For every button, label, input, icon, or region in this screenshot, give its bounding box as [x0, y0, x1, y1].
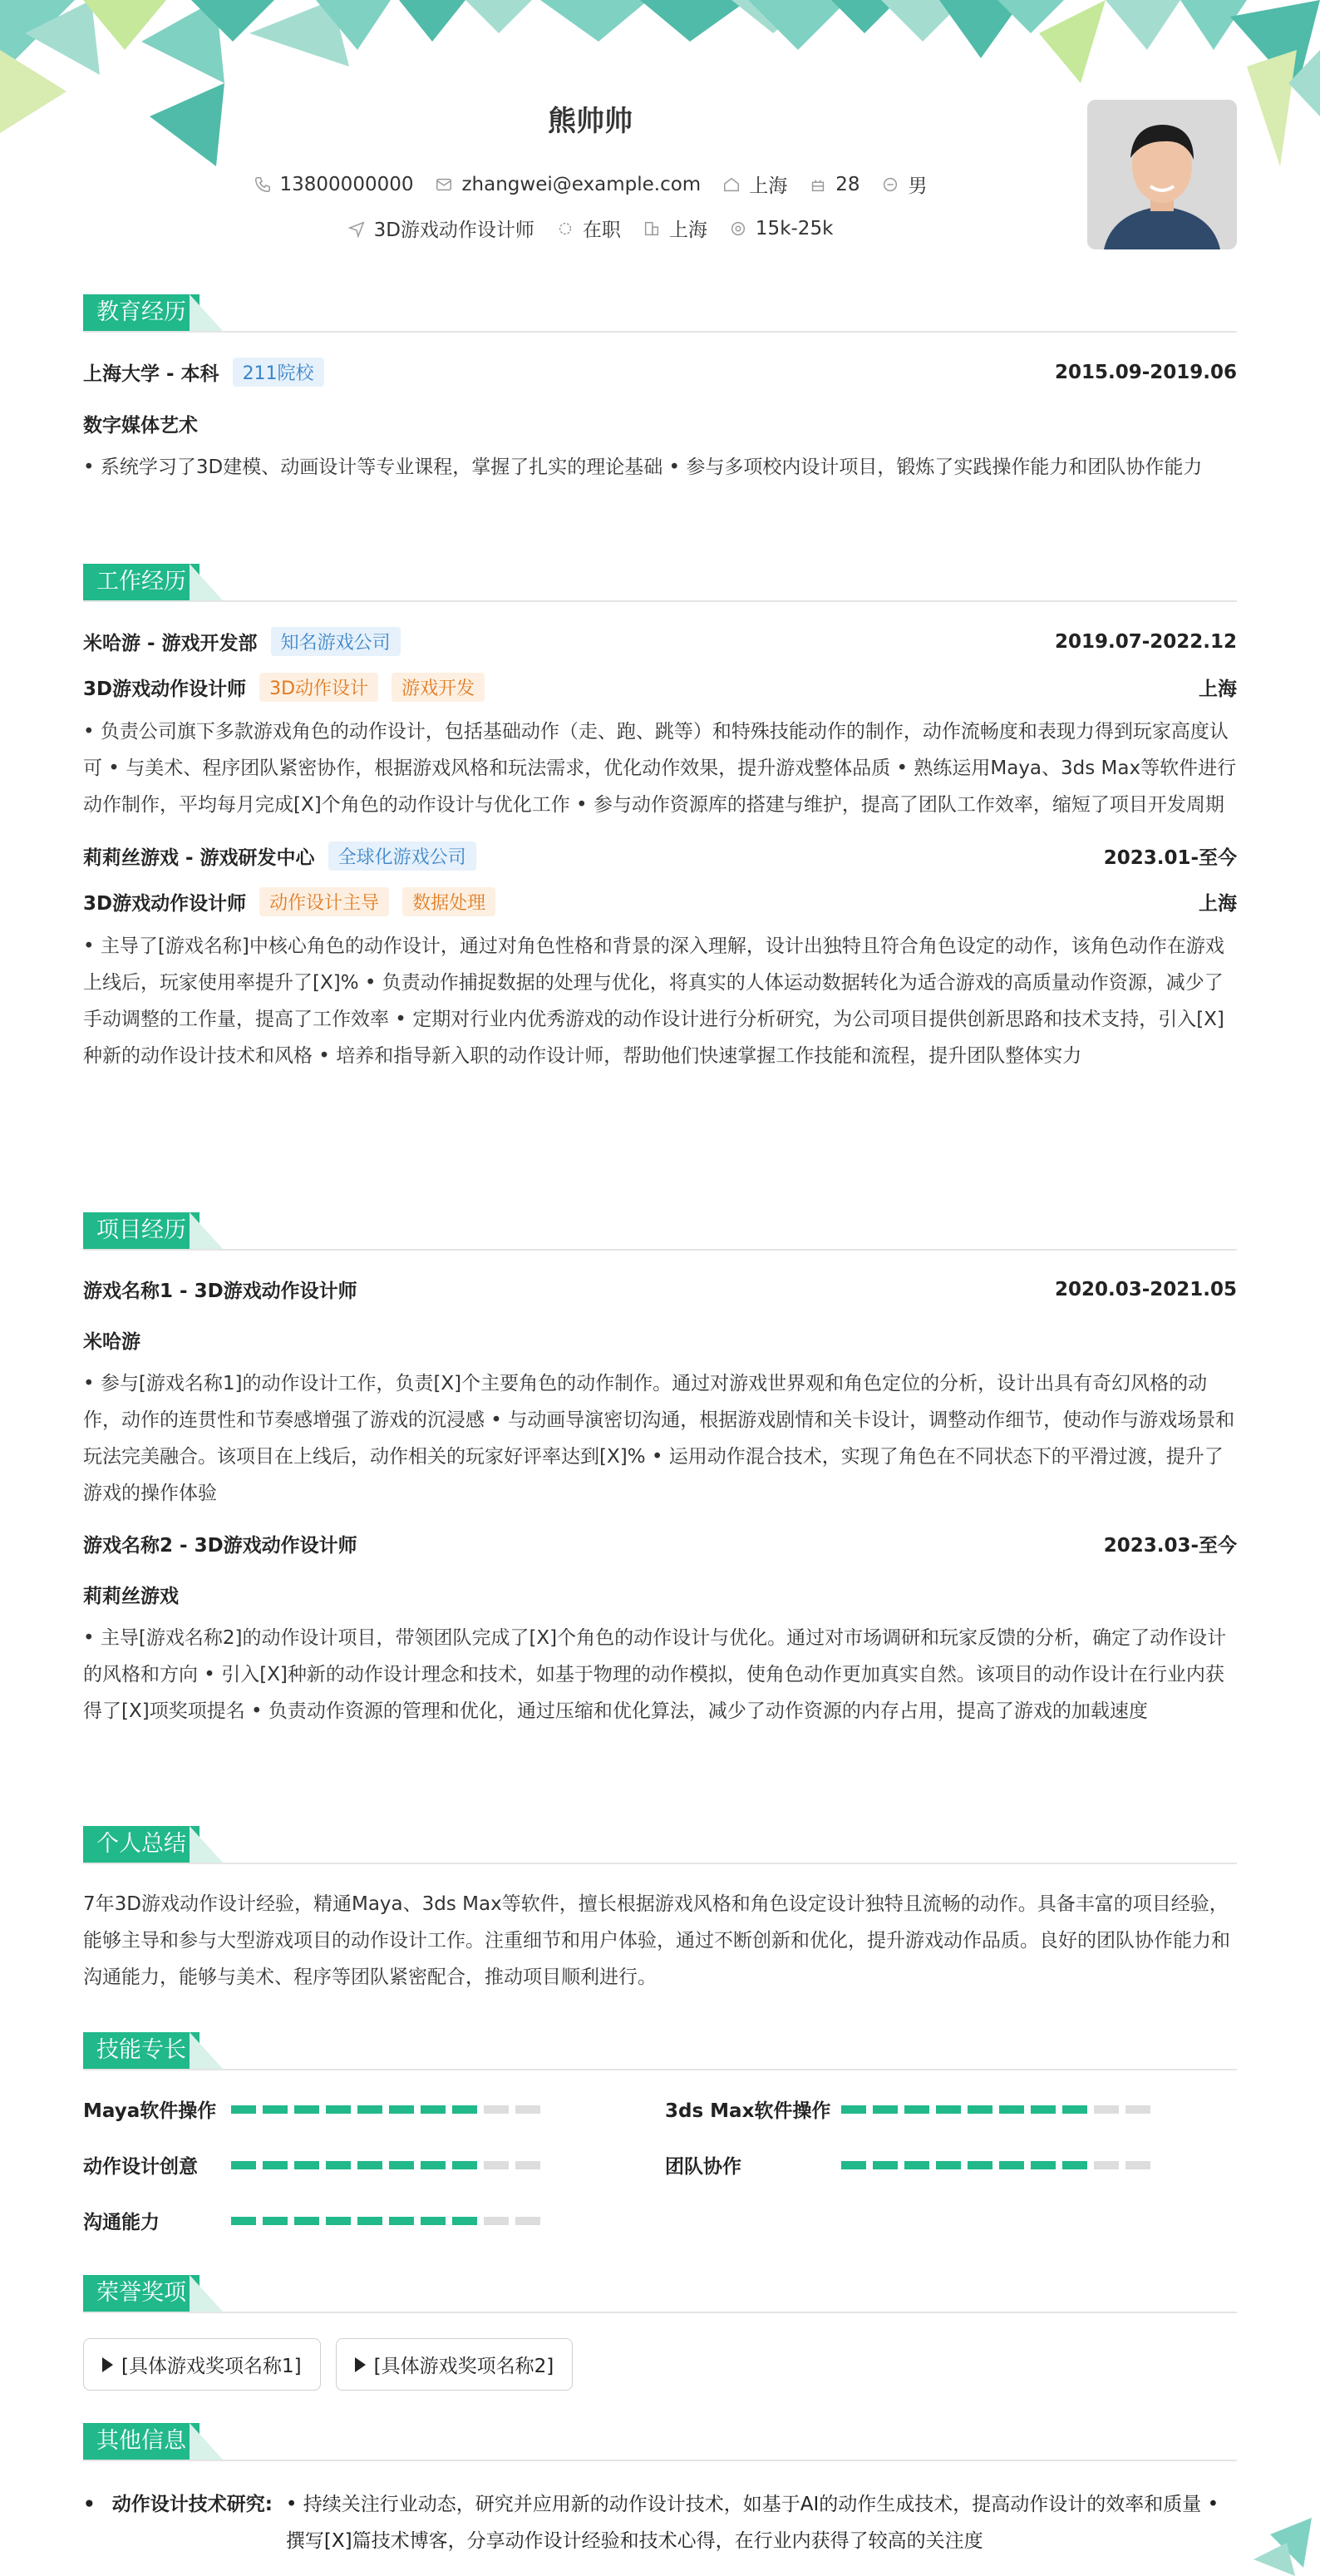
salary-item [729, 218, 833, 239]
skill-segment-filled [231, 2105, 256, 2114]
skill-segment-filled [357, 2161, 382, 2169]
work-date: 2023.01-至今 [1103, 847, 1237, 869]
work-desc: • 主导了[游戏名称]中核心角色的动作设计，通过对角色性格和背景的深入理解，设计出独特且符合角色设定的动作，该角色动作在游戏上线后，玩家使用率提升了[X]% • 负责动作捕捉数据的处理与优化，将真实的人体运动数据转化为适合游戏的高质量动作资源，减少了手动调整的工作量，提高了工作效率 • 定期对行业内优秀游戏的动作设计进行分析研究，为公司项目提供创新思路和技术支持，引入[X]种新的动作设计技术和风格 • 培养和指导新入职的动作设计师，帮助他们快速掌握工作技能和流程，提升团队整体实力 [83, 935, 1224, 1067]
project-date: 2023.03-至今 [1103, 1535, 1237, 1557]
skill-level-bar [231, 2217, 540, 2225]
mail-icon [435, 175, 453, 194]
summary-section [83, 1826, 1237, 1996]
contact-row [0, 170, 1180, 198]
age-text: 28 [835, 173, 860, 195]
skill-segment-filled [421, 2105, 446, 2114]
home-item [722, 170, 787, 198]
section-title-awards: 荣誉奖项 [83, 2275, 199, 2312]
salary-text: 15k-25k [755, 217, 834, 239]
corner-decoration [1254, 2501, 1320, 2576]
section-tail-decoration [190, 564, 223, 600]
work-date: 2019.07-2022.12 [1054, 630, 1237, 653]
work-section [83, 564, 1237, 1074]
candidate-name: 熊帅帅 [548, 105, 633, 138]
skills-grid [83, 2095, 1237, 2234]
section-title-summary: 个人总结 [83, 1826, 199, 1863]
skill-segment-filled [936, 2105, 961, 2114]
skill-segment-filled [999, 2161, 1024, 2169]
work-role-row [83, 887, 1237, 916]
skill-item [83, 2095, 665, 2123]
skill-segment-empty [515, 2105, 540, 2114]
home-icon [722, 175, 741, 194]
skill-name: 动作设计创意 [83, 2156, 198, 2178]
company-tag: 知名游戏公司 [271, 627, 401, 656]
skill-segment-filled [294, 2161, 319, 2169]
skill-segment-empty [484, 2217, 509, 2225]
skill-segment-filled [263, 2105, 288, 2114]
school-name: 上海大学 - 本科 [83, 363, 219, 385]
award-item [336, 2338, 574, 2391]
skill-segment-filled [873, 2161, 898, 2169]
skill-segment-filled [1062, 2105, 1087, 2114]
section-tail-decoration [190, 2423, 223, 2460]
skill-segment-filled [968, 2105, 992, 2114]
skill-segment-filled [904, 2161, 929, 2169]
skill-segment-filled [389, 2105, 414, 2114]
skill-segment-filled [389, 2217, 414, 2225]
skill-segment-filled [389, 2161, 414, 2169]
section-header [83, 2275, 1237, 2313]
skill-name: Maya软件操作 [83, 2100, 217, 2122]
skill-segment-filled [452, 2161, 477, 2169]
award-name: [具体游戏奖项名称2] [373, 2356, 554, 2377]
skills-section [83, 2032, 1237, 2234]
section-tail-decoration [190, 1826, 223, 1863]
gender-icon [881, 175, 899, 194]
email-text: zhangwei@example.com [461, 173, 702, 195]
skill-level-bar [841, 2161, 1150, 2169]
phone-item [254, 174, 414, 195]
other-label: 动作设计技术研究: [111, 2494, 273, 2515]
section-header [83, 1826, 1237, 1864]
building-icon [643, 220, 661, 238]
section-title-education: 教育经历 [83, 294, 199, 331]
skill-segment-empty [515, 2217, 540, 2225]
section-header [83, 2032, 1237, 2070]
skill-segment-filled [999, 2105, 1024, 2114]
other-label-group [83, 2486, 273, 2559]
role-name: 3D游戏动作设计师 [83, 679, 247, 700]
role-tag: 数据处理 [402, 887, 495, 916]
skill-name: 沟通能力 [83, 2212, 160, 2233]
home-text: 上海 [749, 175, 788, 197]
other-text: • 持续关注行业动态，研究并应用新的动作设计技术，如基于AI的动作生成技术，提高动作设计的效率和质量 • 撰写[X]篇技术博客，分享动作设计经验和技术心得，在行业内获得了较高的关注度 [285, 2494, 1219, 2552]
phone-icon [254, 175, 272, 194]
project-title: 游戏名称1 - 3D游戏动作设计师 [83, 1281, 357, 1302]
skill-item [665, 2151, 1237, 2179]
skill-segment-filled [357, 2105, 382, 2114]
project-company: 米哈游 [83, 1331, 140, 1353]
skill-segment-filled [968, 2161, 992, 2169]
section-header [83, 2423, 1237, 2461]
skill-segment-filled [841, 2161, 866, 2169]
skill-segment-filled [936, 2161, 961, 2169]
work-company-row [83, 627, 1237, 656]
play-icon [102, 2357, 113, 2372]
project-company: 莉莉丝游戏 [83, 1586, 179, 1607]
city-text: 上海 [668, 220, 707, 241]
job-text: 3D游戏动作设计师 [373, 220, 534, 241]
skill-segment-filled [326, 2217, 351, 2225]
work-role-row [83, 673, 1237, 702]
summary-text: 7年3D游戏动作设计经验，精通Maya、3ds Max等软件，擅长根据游戏风格和角色设定设计独特且流畅的动作。具备丰富的项目经验，能够主导和参与大型游戏项目的动作设计工作。注重细节和用户体验，通过不断创新和优化，提升游戏动作品质。良好的团队协作能力和沟通能力，能够与美术、程序等团队紧密配合，推动项目顺利进行。 [83, 1893, 1230, 1988]
email-item [435, 174, 701, 195]
education-section [83, 294, 1237, 486]
skill-item [665, 2095, 1237, 2123]
section-tail-decoration [190, 1212, 223, 1249]
work-desc: • 负责公司旗下多款游戏角色的动作设计，包括基础动作（走、跑、跳等）和特殊技能动作的制作，动作流畅度和表现力得到玩家高度认可 • 与美术、程序团队紧密协作，根据游戏风格和玩法需求，优化动作效果，提升游戏整体品质 • 熟练运用Maya、3ds Max等软件进行动作制作，平均每月完成[X]个角色的动作设计与优化工作 • 参与动作资源库的搭建与维护，提高了团队工作效率，缩短了项目开发周期 [83, 721, 1237, 816]
awards-section [83, 2275, 1237, 2391]
status-text: 在职 [582, 220, 621, 241]
company-tag: 全球化游戏公司 [328, 841, 476, 871]
coin-icon [729, 220, 747, 238]
award-name: [具体游戏奖项名称1] [121, 2356, 302, 2377]
skill-segment-filled [326, 2161, 351, 2169]
avatar [1087, 100, 1237, 249]
skill-segment-empty [484, 2105, 509, 2114]
role-name: 3D游戏动作设计师 [83, 893, 247, 915]
skill-segment-filled [452, 2105, 477, 2114]
skill-segment-filled [263, 2217, 288, 2225]
role-tag: 3D动作设计 [259, 673, 378, 702]
skill-segment-empty [1125, 2105, 1150, 2114]
other-section [83, 2423, 1237, 2559]
skill-level-bar [231, 2105, 540, 2114]
portrait-image [1087, 100, 1237, 249]
work-city: 上海 [1199, 893, 1237, 915]
role-tag: 游戏开发 [392, 673, 485, 702]
project-desc: • 主导[游戏名称2]的动作设计项目，带领团队完成了[X]个角色的动作设计与优化。通过对市场调研和玩家反馈的分析，确定了动作设计的风格和方向 • 引入[X]种新的动作设计理念和技术，如基于物理的动作模拟，使角色动作更加真实自然。该项目的动作设计在行业内获得了[X]项奖项提名 • 负责动作资源的管理和优化，通过压缩和优化算法，减少了动作资源的内存占用，提高了游戏的加载速度 [83, 1627, 1227, 1722]
skill-item [83, 2151, 665, 2179]
skill-segment-filled [1031, 2105, 1056, 2114]
skill-segment-filled [263, 2161, 288, 2169]
skill-segment-filled [231, 2161, 256, 2169]
age-item [809, 174, 859, 195]
project-title-row [83, 1530, 1237, 1557]
skill-level-bar [231, 2161, 540, 2169]
section-title-work: 工作经历 [83, 564, 199, 600]
status-item [556, 215, 621, 242]
section-tail-decoration [190, 294, 223, 331]
job-item [347, 215, 534, 242]
skill-segment-filled [421, 2161, 446, 2169]
project-date: 2020.03-2021.05 [1054, 1278, 1237, 1300]
skill-segment-filled [294, 2105, 319, 2114]
other-item [83, 2486, 1237, 2559]
gender-item [881, 170, 927, 198]
section-header [83, 564, 1237, 602]
skill-segment-filled [1062, 2161, 1087, 2169]
skill-segment-filled [231, 2217, 256, 2225]
major: 数字媒体艺术 [83, 415, 198, 437]
project-title: 游戏名称2 - 3D游戏动作设计师 [83, 1535, 357, 1557]
company-name: 米哈游 - 游戏开发部 [83, 633, 258, 654]
skill-segment-filled [294, 2217, 319, 2225]
city-item [643, 215, 707, 242]
education-row [83, 358, 1237, 387]
skill-segment-empty [515, 2161, 540, 2169]
job-row [0, 215, 1180, 242]
section-title-project: 项目经历 [83, 1212, 199, 1249]
skill-name: 团队协作 [665, 2156, 741, 2178]
skill-segment-filled [1031, 2161, 1056, 2169]
skill-segment-empty [1125, 2161, 1150, 2169]
skill-segment-filled [841, 2105, 866, 2114]
bullet-icon: • [83, 2494, 96, 2515]
play-icon [355, 2357, 366, 2372]
education-date: 2015.09-2019.06 [1054, 361, 1237, 383]
send-icon [347, 220, 366, 238]
work-city: 上海 [1199, 679, 1237, 700]
skill-segment-filled [326, 2105, 351, 2114]
section-tail-decoration [190, 2032, 223, 2069]
education-desc: • 系统学习了3D建模、动画设计等专业课程，掌握了扎实的理论基础 • 参与多项校内设计项目，锻炼了实践操作能力和团队协作能力 [83, 456, 1203, 478]
project-title-row [83, 1276, 1237, 1303]
project-desc: • 参与[游戏名称1]的动作设计工作，负责[X]个主要角色的动作制作。通过对游戏世界观和角色定位的分析，设计出具有奇幻风格的动作，动作的连贯性和节奏感增强了游戏的沉浸感 • 与动画导演密切沟通，根据游戏剧情和关卡设计，调整动作细节，使动作与游戏场景和玩法完美融合。该项目在上线后，动作相关的玩家好评率达到[X]% • 运用动作混合技术，实现了角色在不同状态下的平滑过渡，提升了游戏的操作体验 [83, 1373, 1235, 1504]
skill-name: 3ds Max软件操作 [665, 2100, 831, 2122]
school-tag: 211院校 [233, 358, 324, 387]
skill-segment-filled [452, 2217, 477, 2225]
awards-list [83, 2338, 1237, 2391]
skill-segment-filled [357, 2217, 382, 2225]
section-title-skills: 技能专长 [83, 2032, 199, 2069]
section-tail-decoration [190, 2275, 223, 2312]
skill-level-bar [841, 2105, 1150, 2114]
skill-item [83, 2207, 665, 2234]
status-icon [556, 220, 574, 238]
phone-text: 13800000000 [279, 173, 414, 195]
skill-segment-filled [421, 2217, 446, 2225]
age-icon [809, 175, 827, 194]
skill-segment-empty [484, 2161, 509, 2169]
section-title-other: 其他信息 [83, 2423, 199, 2460]
skill-segment-filled [904, 2105, 929, 2114]
skill-segment-filled [873, 2105, 898, 2114]
section-header [83, 294, 1237, 333]
work-company-row [83, 841, 1237, 871]
award-item [83, 2338, 321, 2391]
skill-segment-empty [1094, 2161, 1119, 2169]
gender-text: 男 [908, 175, 928, 197]
company-name: 莉莉丝游戏 - 游戏研发中心 [83, 847, 315, 869]
role-tag: 动作设计主导 [259, 887, 389, 916]
project-section [83, 1212, 1237, 1730]
section-header [83, 1212, 1237, 1251]
skill-segment-empty [1094, 2105, 1119, 2114]
